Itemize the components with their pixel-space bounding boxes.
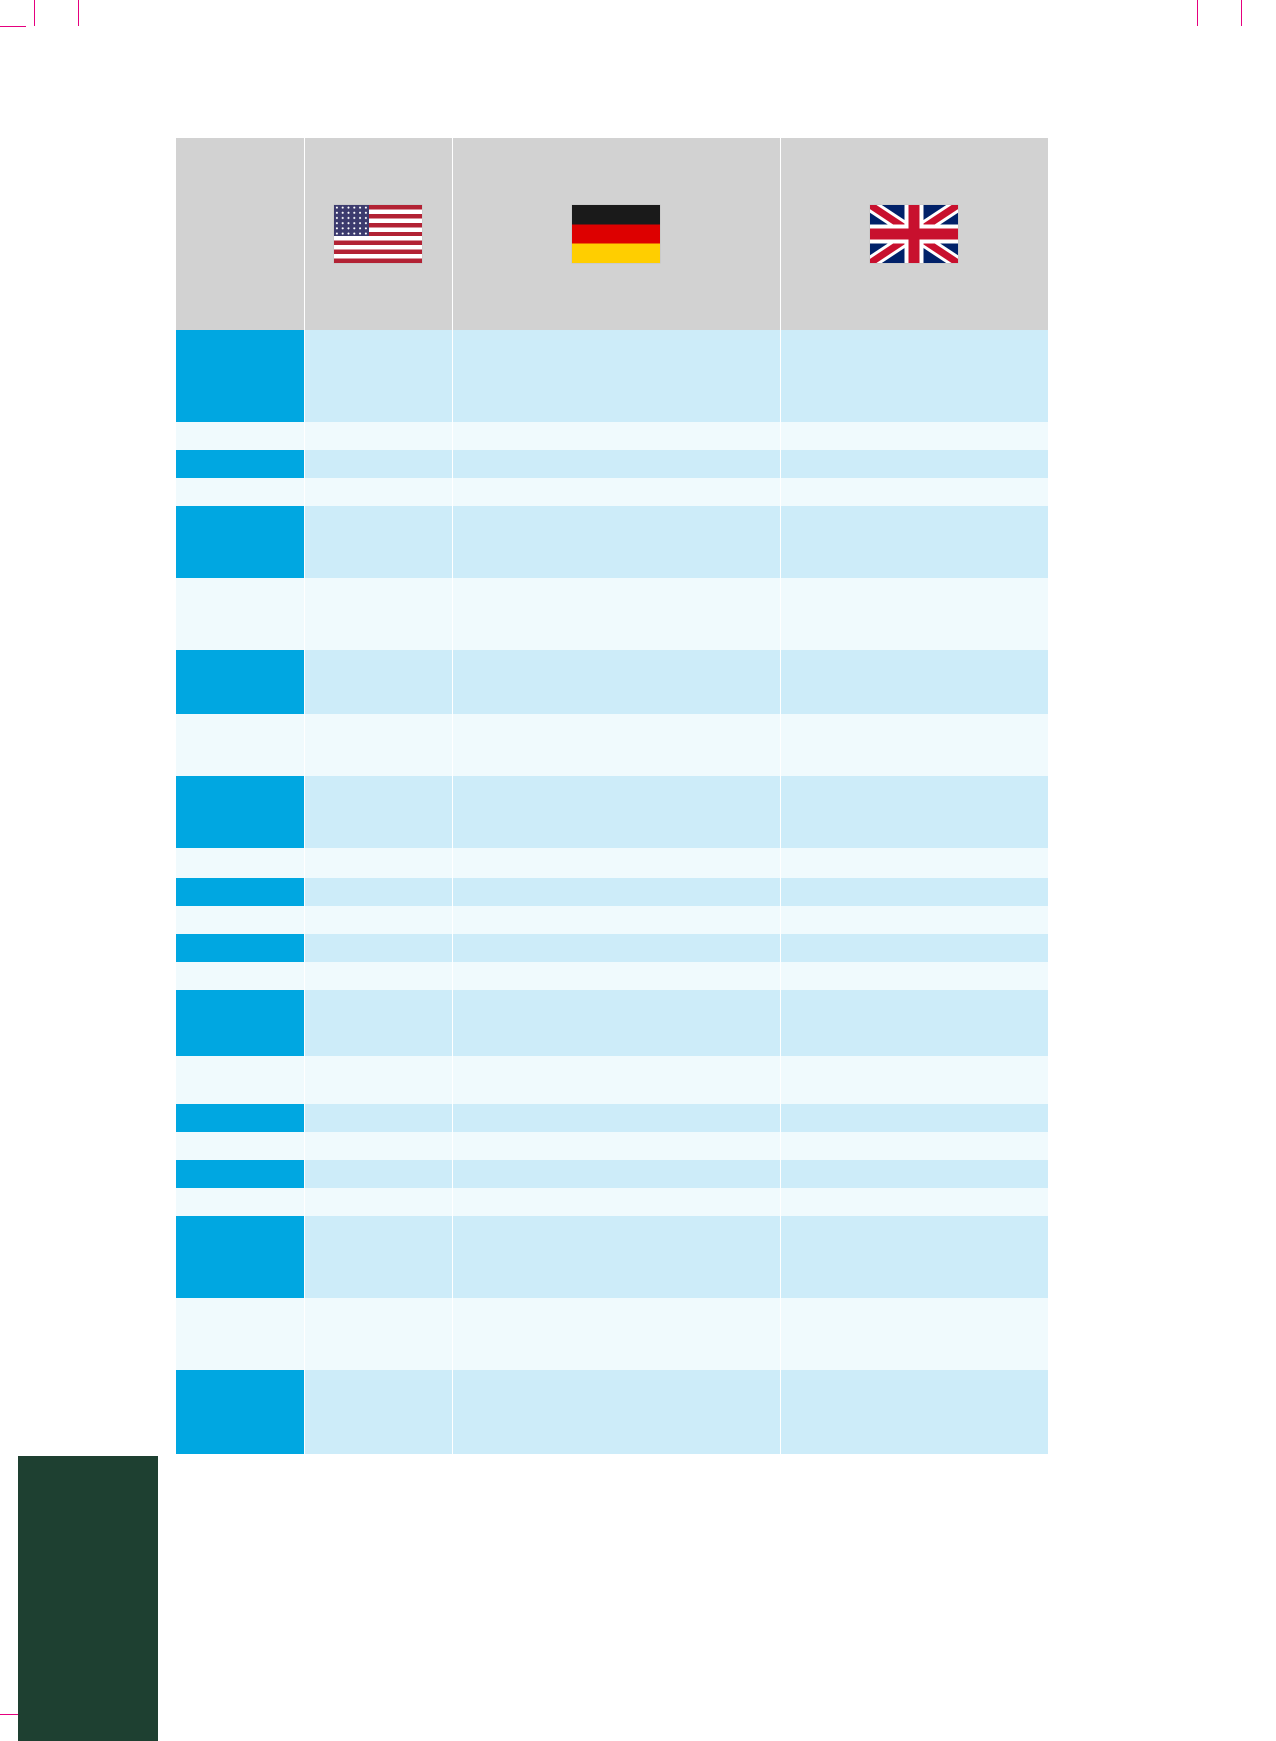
row-cell-text [453, 488, 780, 496]
row-label-cell [176, 714, 304, 776]
row-cell-text [781, 678, 1049, 686]
row-cell-uk [780, 776, 1048, 848]
row-cell-text [781, 1142, 1049, 1150]
row-cell-text [781, 859, 1049, 867]
row-cell-uk [780, 906, 1048, 934]
row-label-text [176, 808, 304, 816]
row-cell-de [452, 1160, 780, 1188]
row-cell-text [781, 1019, 1049, 1027]
row-cell-text [781, 741, 1049, 749]
row-cell-us [304, 450, 452, 478]
row-cell-uk [780, 934, 1048, 962]
table-row [176, 450, 1048, 478]
table-row [176, 578, 1048, 650]
table-row [176, 478, 1048, 506]
crop-mark-top-left-horizontal [0, 26, 26, 27]
row-cell-us [304, 1160, 452, 1188]
table-row [176, 1370, 1048, 1454]
row-cell-text [305, 432, 452, 440]
row-cell-de [452, 1298, 780, 1370]
row-label-cell [176, 330, 304, 422]
crop-mark-top-right-vertical [1241, 0, 1242, 26]
row-label-cell [176, 990, 304, 1056]
row-cell-uk [780, 1216, 1048, 1298]
row-cell-text [453, 1198, 780, 1206]
row-cell-text [781, 610, 1049, 618]
row-cell-text [453, 888, 780, 896]
row-cell-uk [780, 578, 1048, 650]
row-cell-uk [780, 1132, 1048, 1160]
table-row [176, 848, 1048, 878]
table-row [176, 650, 1048, 714]
row-cell-de [452, 1056, 780, 1104]
row-cell-text [453, 916, 780, 924]
row-cell-text [453, 432, 780, 440]
table-row [176, 962, 1048, 990]
row-label-cell [176, 906, 304, 934]
row-cell-us [304, 506, 452, 578]
table-row [176, 1160, 1048, 1188]
row-cell-de [452, 906, 780, 934]
row-label-text [176, 1114, 304, 1122]
row-cell-text [453, 1330, 780, 1338]
row-cell-uk [780, 506, 1048, 578]
row-label-text [176, 1170, 304, 1178]
row-cell-text [781, 1170, 1049, 1178]
row-cell-text [453, 859, 780, 867]
row-label-cell [176, 450, 304, 478]
flag-uk-icon [870, 205, 958, 263]
row-cell-text [453, 1076, 780, 1084]
row-cell-de [452, 934, 780, 962]
row-cell-text [453, 1253, 780, 1261]
flag-us-icon [334, 205, 422, 263]
row-cell-text [781, 1408, 1049, 1416]
row-cell-text [305, 741, 452, 749]
row-cell-text [453, 1142, 780, 1150]
table-row [176, 714, 1048, 776]
row-cell-us [304, 878, 452, 906]
row-label-text [176, 372, 304, 380]
row-cell-text [453, 1408, 780, 1416]
row-label-text [176, 488, 304, 496]
row-cell-us [304, 1216, 452, 1298]
row-label-cell [176, 962, 304, 990]
row-cell-text [781, 1076, 1049, 1084]
row-cell-text [305, 859, 452, 867]
row-cell-de [452, 1216, 780, 1298]
row-cell-us [304, 934, 452, 962]
table-row [176, 1056, 1048, 1104]
row-label-text [176, 741, 304, 749]
row-label-text [176, 944, 304, 952]
row-cell-text [781, 1330, 1049, 1338]
crop-mark-top-left-vertical [34, 0, 35, 26]
row-label-text [176, 888, 304, 896]
row-cell-us [304, 1370, 452, 1454]
row-cell-text [305, 808, 452, 816]
table-row [176, 1104, 1048, 1132]
row-label-text [176, 432, 304, 440]
row-cell-uk [780, 714, 1048, 776]
row-cell-uk [780, 422, 1048, 450]
row-label-text [176, 538, 304, 546]
row-label-text [176, 460, 304, 468]
row-label-text [176, 1253, 304, 1261]
row-cell-text [453, 944, 780, 952]
row-cell-us [304, 1056, 452, 1104]
row-label-cell [176, 1132, 304, 1160]
row-cell-text [781, 488, 1049, 496]
table-row [176, 506, 1048, 578]
row-label-text [176, 916, 304, 924]
row-cell-text [305, 1198, 452, 1206]
page-corner-block [18, 1456, 158, 1741]
row-cell-uk [780, 450, 1048, 478]
row-cell-text [781, 1114, 1049, 1122]
flag-de-icon [572, 205, 660, 263]
row-cell-us [304, 478, 452, 506]
row-cell-de [452, 776, 780, 848]
row-label-text [176, 972, 304, 980]
table-header-corner [176, 138, 304, 330]
row-cell-uk [780, 990, 1048, 1056]
row-cell-uk [780, 650, 1048, 714]
table-row [176, 906, 1048, 934]
row-cell-de [452, 962, 780, 990]
table-header-row [176, 138, 1048, 330]
row-label-text [176, 1142, 304, 1150]
row-cell-text [305, 488, 452, 496]
table-row [176, 1298, 1048, 1370]
row-label-cell [176, 878, 304, 906]
row-cell-de [452, 450, 780, 478]
row-cell-uk [780, 848, 1048, 878]
row-cell-text [781, 460, 1049, 468]
row-cell-text [305, 1076, 452, 1084]
row-label-text [176, 859, 304, 867]
row-cell-text [781, 808, 1049, 816]
row-cell-text [781, 916, 1049, 924]
row-cell-text [453, 1114, 780, 1122]
row-cell-us [304, 714, 452, 776]
table-row [176, 422, 1048, 450]
row-cell-de [452, 1132, 780, 1160]
row-cell-uk [780, 1160, 1048, 1188]
row-cell-us [304, 776, 452, 848]
table-row [176, 776, 1048, 848]
row-cell-text [781, 888, 1049, 896]
row-label-cell [176, 422, 304, 450]
row-cell-us [304, 422, 452, 450]
crop-mark-top-right-vertical-2 [1197, 0, 1198, 26]
table-row [176, 934, 1048, 962]
table-row [176, 1188, 1048, 1216]
row-label-text [176, 1408, 304, 1416]
row-cell-text [305, 1142, 452, 1150]
row-cell-text [453, 808, 780, 816]
table-body [176, 330, 1048, 1454]
row-cell-text [781, 972, 1049, 980]
row-cell-text [305, 372, 452, 380]
row-cell-uk [780, 1056, 1048, 1104]
row-label-cell [176, 934, 304, 962]
row-cell-de [452, 1370, 780, 1454]
row-cell-text [305, 1408, 452, 1416]
row-cell-text [781, 372, 1049, 380]
row-label-cell [176, 1056, 304, 1104]
row-cell-text [305, 460, 452, 468]
row-cell-uk [780, 1104, 1048, 1132]
row-cell-text [781, 1253, 1049, 1261]
row-cell-text [305, 888, 452, 896]
row-cell-us [304, 578, 452, 650]
row-cell-text [453, 741, 780, 749]
row-label-text [176, 1019, 304, 1027]
comparison-table-wrap [176, 138, 1048, 1454]
table-header-us [304, 138, 452, 330]
row-cell-de [452, 578, 780, 650]
row-cell-de [452, 1188, 780, 1216]
row-label-cell [176, 776, 304, 848]
row-label-cell [176, 1298, 304, 1370]
row-label-text [176, 1330, 304, 1338]
row-cell-us [304, 1188, 452, 1216]
table-row [176, 990, 1048, 1056]
row-cell-text [305, 1330, 452, 1338]
row-cell-text [453, 610, 780, 618]
table-row [176, 330, 1048, 422]
row-cell-de [452, 878, 780, 906]
row-cell-text [453, 538, 780, 546]
table-row [176, 1132, 1048, 1160]
row-cell-de [452, 1104, 780, 1132]
row-label-text [176, 610, 304, 618]
comparison-table [176, 138, 1048, 1454]
row-cell-uk [780, 1298, 1048, 1370]
table-header-de [452, 138, 780, 330]
row-cell-text [453, 460, 780, 468]
row-cell-text [305, 678, 452, 686]
row-label-cell [176, 506, 304, 578]
row-cell-uk [780, 330, 1048, 422]
row-cell-text [781, 1198, 1049, 1206]
row-cell-us [304, 906, 452, 934]
row-cell-uk [780, 478, 1048, 506]
row-cell-us [304, 650, 452, 714]
row-cell-text [453, 972, 780, 980]
row-cell-text [453, 1170, 780, 1178]
row-cell-text [305, 972, 452, 980]
row-cell-us [304, 330, 452, 422]
row-cell-us [304, 990, 452, 1056]
row-cell-text [305, 610, 452, 618]
row-label-cell [176, 1188, 304, 1216]
row-cell-uk [780, 1370, 1048, 1454]
row-cell-de [452, 330, 780, 422]
row-cell-de [452, 990, 780, 1056]
row-cell-text [781, 538, 1049, 546]
row-cell-us [304, 1298, 452, 1370]
row-cell-text [453, 372, 780, 380]
row-cell-de [452, 650, 780, 714]
row-label-text [176, 1076, 304, 1084]
row-label-cell [176, 848, 304, 878]
row-label-text [176, 1198, 304, 1206]
row-cell-uk [780, 962, 1048, 990]
row-cell-de [452, 422, 780, 450]
row-label-cell [176, 478, 304, 506]
row-cell-text [453, 1019, 780, 1027]
row-cell-uk [780, 878, 1048, 906]
crop-mark-top-left-vertical-2 [78, 0, 79, 26]
row-cell-us [304, 848, 452, 878]
row-cell-text [781, 944, 1049, 952]
row-label-cell [176, 1104, 304, 1132]
row-cell-text [305, 538, 452, 546]
row-cell-de [452, 478, 780, 506]
row-cell-de [452, 714, 780, 776]
row-label-cell [176, 1216, 304, 1298]
table-row [176, 1216, 1048, 1298]
row-cell-text [781, 432, 1049, 440]
row-cell-text [305, 1114, 452, 1122]
table-row [176, 878, 1048, 906]
row-cell-text [305, 916, 452, 924]
row-cell-text [305, 1019, 452, 1027]
row-label-text [176, 678, 304, 686]
row-cell-text [305, 1170, 452, 1178]
row-cell-us [304, 1132, 452, 1160]
row-cell-text [305, 944, 452, 952]
table-header-uk [780, 138, 1048, 330]
row-cell-us [304, 1104, 452, 1132]
row-label-cell [176, 578, 304, 650]
row-cell-text [305, 1253, 452, 1261]
row-cell-text [453, 678, 780, 686]
row-label-cell [176, 1160, 304, 1188]
row-label-cell [176, 1370, 304, 1454]
row-cell-de [452, 506, 780, 578]
row-cell-us [304, 962, 452, 990]
row-cell-de [452, 848, 780, 878]
row-label-cell [176, 650, 304, 714]
row-cell-uk [780, 1188, 1048, 1216]
